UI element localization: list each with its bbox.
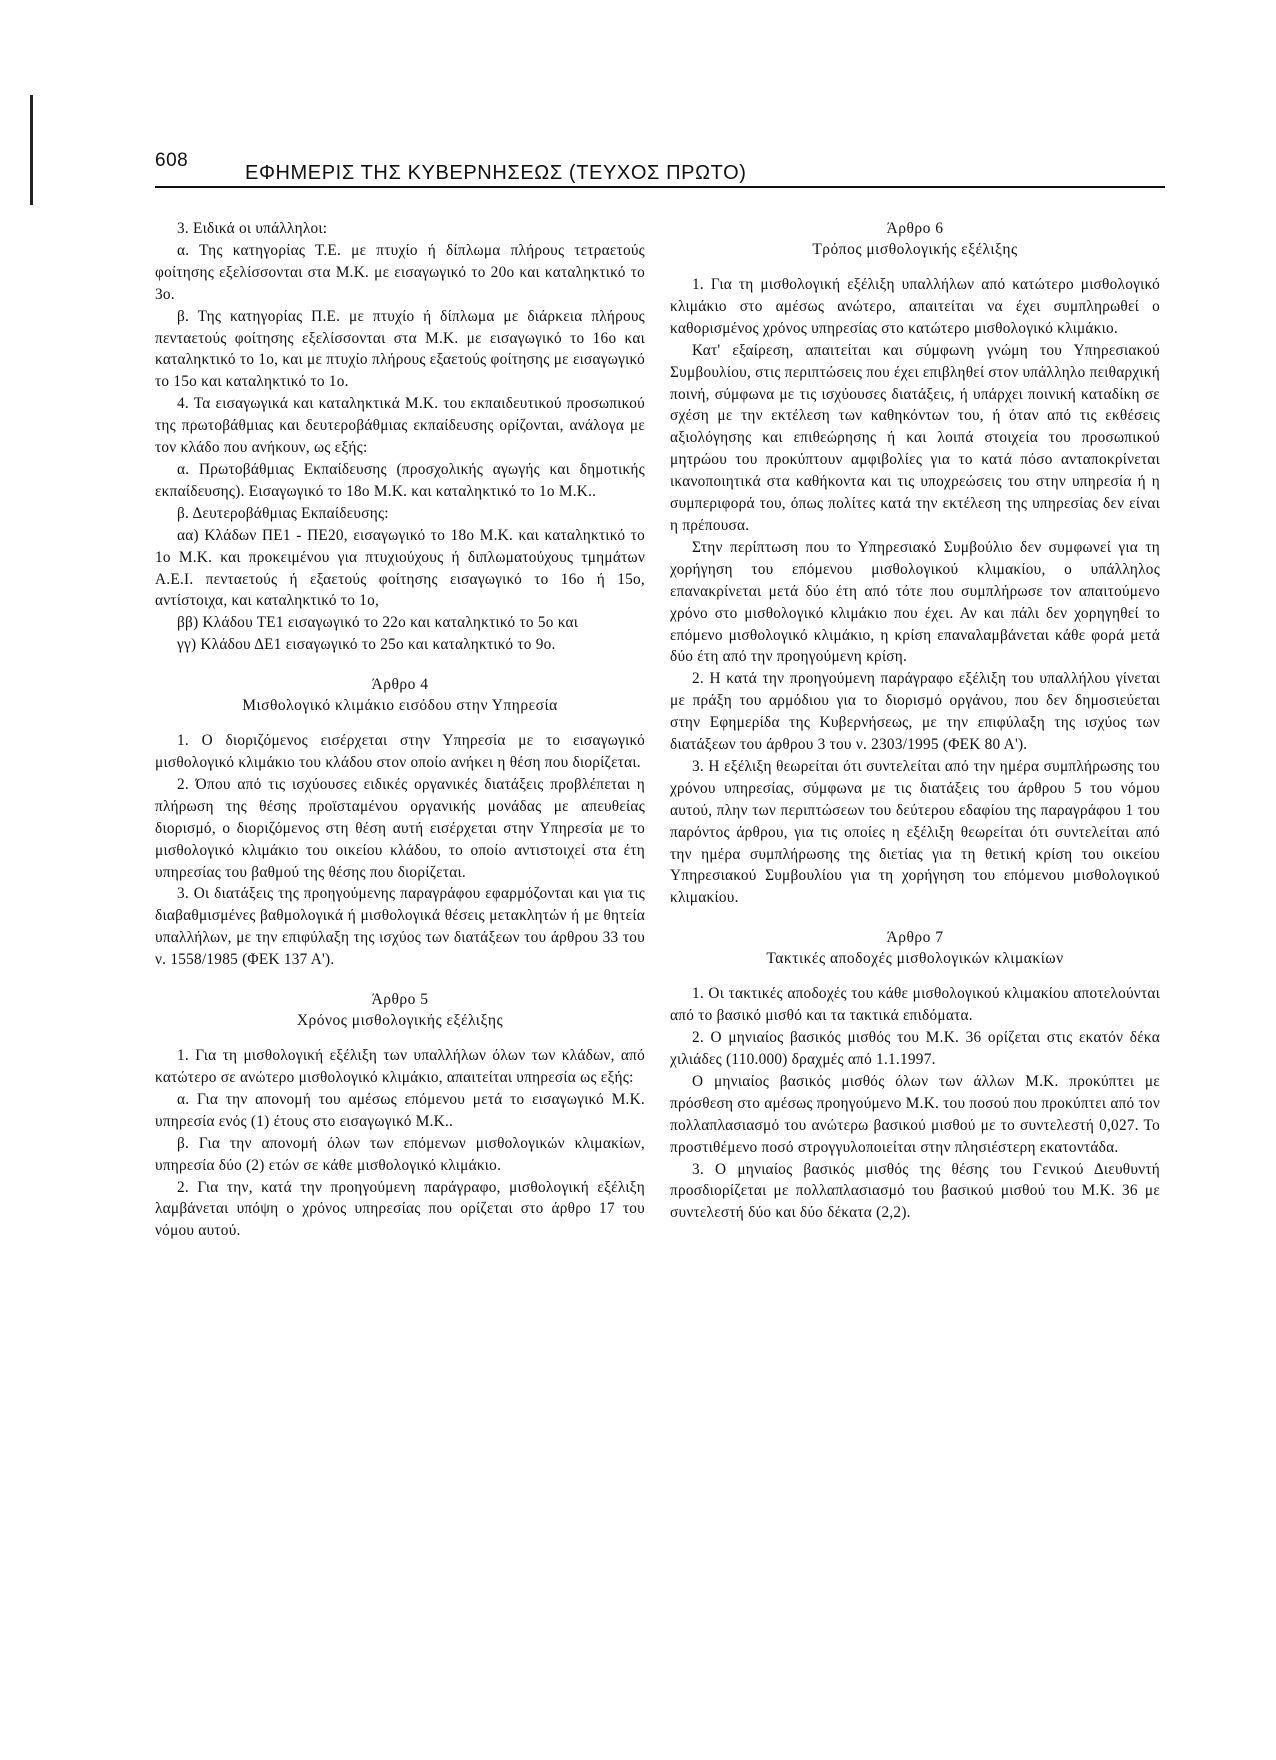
article-number: Άρθρο 7 — [886, 929, 944, 947]
right-column — [670, 218, 1160, 1224]
paragraph: 1. Οι τακτικές αποδοχές του κάθε μισθολογικού κλιμακίου αποτελούνται από το βασικό μισθό και τα τακτικά επιδόματα. — [670, 985, 1160, 1025]
paragraph: 3. Η εξέλιξη θεωρείται ότι συντελείται από την ημέρα συμπλήρωσης του χρόνου υπηρεσίας, σύμφωνα με τις διατάξεις του άρθρου 5 του νόμου αυτού, πλην των περιπτώσεων του δεύτερου εδαφίου της παραγράφου 1 του παρόντος άρθρου, για τις οποίες η εξέλιξη θεωρείται ότι συντελείται από την ημέρα συμπλήρωσης της διετίας για τη θετική κρίση του οικείου Υπηρεσιακού Συμβουλίου για τη χορήγηση του επόμενου μισθολογικού κλιμακίου. — [670, 757, 1160, 907]
paragraph: α. Πρωτοβάθμιας Εκπαίδευσης (προσχολικής αγωγής και δημοτικής εκπαίδευσης). Εισαγωγικό το 18ο Μ.Κ. και καταληκτικό το 1ο Μ.Κ.. — [155, 460, 645, 500]
article-title: Τρόπος μισθολογικής εξέλιξης — [812, 241, 1018, 258]
article-6-heading — [670, 218, 1160, 260]
paragraph: 3. Ο μηνιαίος βασικός μισθός της θέσης του Γενικού Διευθυντή προσδιορίζεται με πολλαπλασιασμό του βασικού μισθού του Μ.Κ. 36 με συντελεστή δύο και δύο δέκατα (2,2). — [670, 1160, 1160, 1222]
paragraph: α. Της κατηγορίας Τ.Ε. με πτυχίο ή δίπλωμα πλήρους τετραετούς φοίτησης εξελίσσονται στα Μ.Κ. με εισαγωγικό το 20ο και καταληκτικό το 3ο. — [155, 241, 645, 303]
paragraph: β. Της κατηγορίας Π.Ε. με πτυχίο ή δίπλωμα με διάρκεια πλήρους πενταετούς φοίτησης εξελίσσονται στα Μ.Κ. με εισαγωγικό το 16ο και καταληκτικό το 1ο, και με πτυχίο πλήρους εξαετούς φοίτησης με εισαγωγικό το 15ο και καταληκτικό το 1ο. — [155, 307, 645, 391]
article-title: Τακτικές αποδοχές μισθολογικών κλιμακίων — [766, 950, 1064, 968]
paragraph: Ο μηνιαίος βασικός μισθός όλων των άλλων Μ.Κ. προκύπτει με πρόσθεση στο αμέσως προηγούμενο Μ.Κ. του ποσού που προκύπτει από τον πολλαπλασιασμό του ανώτερω βασικού μισθού με το συντελεστή 0,027. Το προστιθέμενο ποσό στρογγυλοποιείται στην πλησιέστερη εκατοντάδα. — [670, 1072, 1160, 1156]
paragraph: 2. Η κατά την προηγούμενη παράγραφο εξέλιξη του υπαλλήλου γίνεται με πράξη του αρμόδιου για το διορισμό οργάνου, που δεν δημοσιεύεται στην Εφημερίδα της Κυβερνήσεως, με την επιφύλαξη της ισχύος των διατάξεων του άρθρου 3 του ν. 2303/1995 (ΦΕΚ 80 Α'). — [670, 670, 1160, 754]
article-title: Χρόνος μισθολογικής εξέλιξης — [296, 1012, 504, 1030]
article-number: Άρθρο 6 — [886, 220, 944, 237]
paragraph: 1. Για τη μισθολογική εξέλιξη υπαλλήλων από κατώτερο μισθολογικό κλιμάκιο στο αμέσως ανώτερο, απαιτείται να έχει συμπληρωθεί ο καθορισμένος χρόνος υπηρεσίας στο κατώτερο μισθολογικό κλιμάκιο. — [670, 276, 1160, 337]
header-rule — [155, 186, 1165, 188]
paragraph: γγ) Κλάδου ΔΕ1 εισαγωγικό το 25ο και καταληκτικό το 9ο. — [177, 636, 556, 654]
paragraph: 3. Ειδικά οι υπάλληλοι: — [177, 220, 328, 237]
paragraph: 2. Για την, κατά την προηγούμενη παράγραφο, μισθολογική εξέλιξη λαμβάνεται υπόψη ο χρόνος υπηρεσίας που ορίζεται στο άρθρο 17 του νόμου αυτού. — [155, 1178, 645, 1240]
running-title: ΕΦΗΜΕΡΙΣ ΤΗΣ ΚΥΒΕΡΝΗΣΕΩΣ (ΤΕΥΧΟΣ ΠΡΩΤΟ) — [245, 162, 747, 184]
article-title: Μισθολογικό κλιμάκιο εισόδου στην Υπηρεσία — [242, 697, 558, 715]
article-number: Άρθρο 5 — [371, 991, 429, 1009]
paragraph: 2. Ο μηνιαίος βασικός μισθός του Μ.Κ. 36 ορίζεται στις εκατόν δέκα χιλιάδες (110.000) δραχμές από 1.1.1997. — [670, 1029, 1160, 1068]
paragraph: β. Για την απονομή όλων των επόμενων μισθολογικών κλιμακίων, υπηρεσία δύο (2) ετών σε κάθε μισθολογικό κλιμάκιο. — [155, 1134, 645, 1174]
scan-edge-mark — [30, 95, 33, 205]
paragraph: ββ) Κλάδου ΤΕ1 εισαγωγικό το 22ο και καταληκτικό το 5ο και — [177, 614, 579, 632]
paragraph: 4. Τα εισαγωγικά και καταληκτικά Μ.Κ. του εκπαιδευτικού προσωπικού της πρωτοβάθμιας και δευτεροβάθμιας εκπαίδευσης ορίζονται, ανάλογα με τον κλάδο που ανήκουν, ως εξής: — [155, 395, 645, 457]
article-7-heading — [670, 927, 1160, 969]
paragraph: 1. Ο διοριζόμενος εισέρχεται στην Υπηρεσία με το εισαγωγικό μισθολογικό κλιμάκιο του κλάδου στον οποίο ανήκει η θέση που διορίζεται. — [155, 732, 645, 772]
page-header — [155, 150, 1165, 186]
paragraph: α. Για την απονομή του αμέσως επόμενου μετά το εισαγωγικό Μ.Κ. υπηρεσία ενός (1) έτους στο εισαγωγικό Μ.Κ.. — [155, 1090, 645, 1130]
left-column — [155, 218, 645, 1242]
paragraph: 2. Όπου από τις ισχύουσες ειδικές οργανικές διατάξεις προβλέπεται η πλήρωση της θέσης προϊσταμένου οργανικής μονάδας με απευθείας διορισμό, ο διοριζόμενος στη θέση αυτή εισέρχεται στην Υπηρεσία με το μισθολογικό κλιμάκιο του οικείου κλάδου, το οποίο αντιστοιχεί στα έτη υπηρεσίας του βαθμού της θέσης που διορίζεται. — [155, 775, 645, 881]
paragraph: Στην περίπτωση που το Υπηρεσιακό Συμβούλιο δεν συμφωνεί για τη χορήγηση του επόμενου μισθολογικού κλιμακίου, ο υπάλληλος επανακρίνεται μετά δύο έτη από τότε που συμπλήρωσε τον απαιτούμενο χρόνο στο μισθολογικό κλιμάκιο που έχει. Αν και πάλι δεν χορηγηθεί το επόμενο μισθολογικό κλιμάκιο, η κρίση επαναλαμβάνεται κάθε φορά μετά δύο έτη από την προηγούμενη κρίση. — [670, 538, 1160, 666]
article-4-heading — [155, 674, 645, 716]
paragraph: β. Δευτεροβάθμιας Εκπαίδευσης: — [177, 504, 389, 522]
article-5-heading — [155, 989, 645, 1031]
paragraph: 3. Οι διατάξεις της προηγούμενης παραγράφου εφαρμόζονται και για τις διαβαθμισμένες βαθμολογικά ή μισθολογικά θέσεις μετακλητών ή με θητεία υπαλλήλων, με την επιφύλαξη της ισχύος των διατάξεων του άρθρου 33 του ν. 1558/1985 (ΦΕΚ 137 Α'). — [155, 885, 645, 969]
paragraph: Κατ' εξαίρεση, απαιτείται και σύμφωνη γνώμη του Υπηρεσιακού Συμβουλίου, στις περιπτώσεις που έχει επιβληθεί στον υπάλληλο πειθαρχική ποινή, σύμφωνα με τις ισχύουσες διατάξεις, ή υπάρχει ποινική καταδίκη σε σχέση με την εκτέλεση των καθηκόντων του, ή όταν από τις εκθέσεις αξιολόγησης και επιθεώρησης ή και λοιπά στοιχεία του προσωπικού μητρώου του προκύπτουν αμφιβολίες για το κατά πόσο ανταποκρίνεται ικανοποιητικά στα καθήκοντα και τις υποχρεώσεις του στην υπηρεσία ή η συμπεριφορά του, όπως πολίτες κατά την εκτέλεση της υπηρεσίας δεν είναι η πρέπουσα. — [670, 341, 1160, 534]
article-number: Άρθρο 4 — [371, 676, 429, 694]
paragraph: αα) Κλάδων ΠΕ1 - ΠΕ20, εισαγωγικό το 18ο Μ.Κ. και καταληκτικό το 1ο Μ.Κ. και προκειμένου για πτυχιούχους ή διπλωματούχους τμημάτων Α.Ε.Ι. πενταετούς ή εξαετούς φοίτησης εισαγωγικό το 16ο ή 15ο, αντίστοιχα, και καταληκτικό το 1ο, — [155, 526, 645, 610]
paragraph: 1. Για τη μισθολογική εξέλιξη των υπαλλήλων όλων των κλάδων, από κατώτερο σε ανώτερο μισθολογικό κλιμάκιο, απαιτείται υπηρεσία ως εξής: — [155, 1047, 645, 1086]
page-number: 608 — [155, 150, 189, 171]
